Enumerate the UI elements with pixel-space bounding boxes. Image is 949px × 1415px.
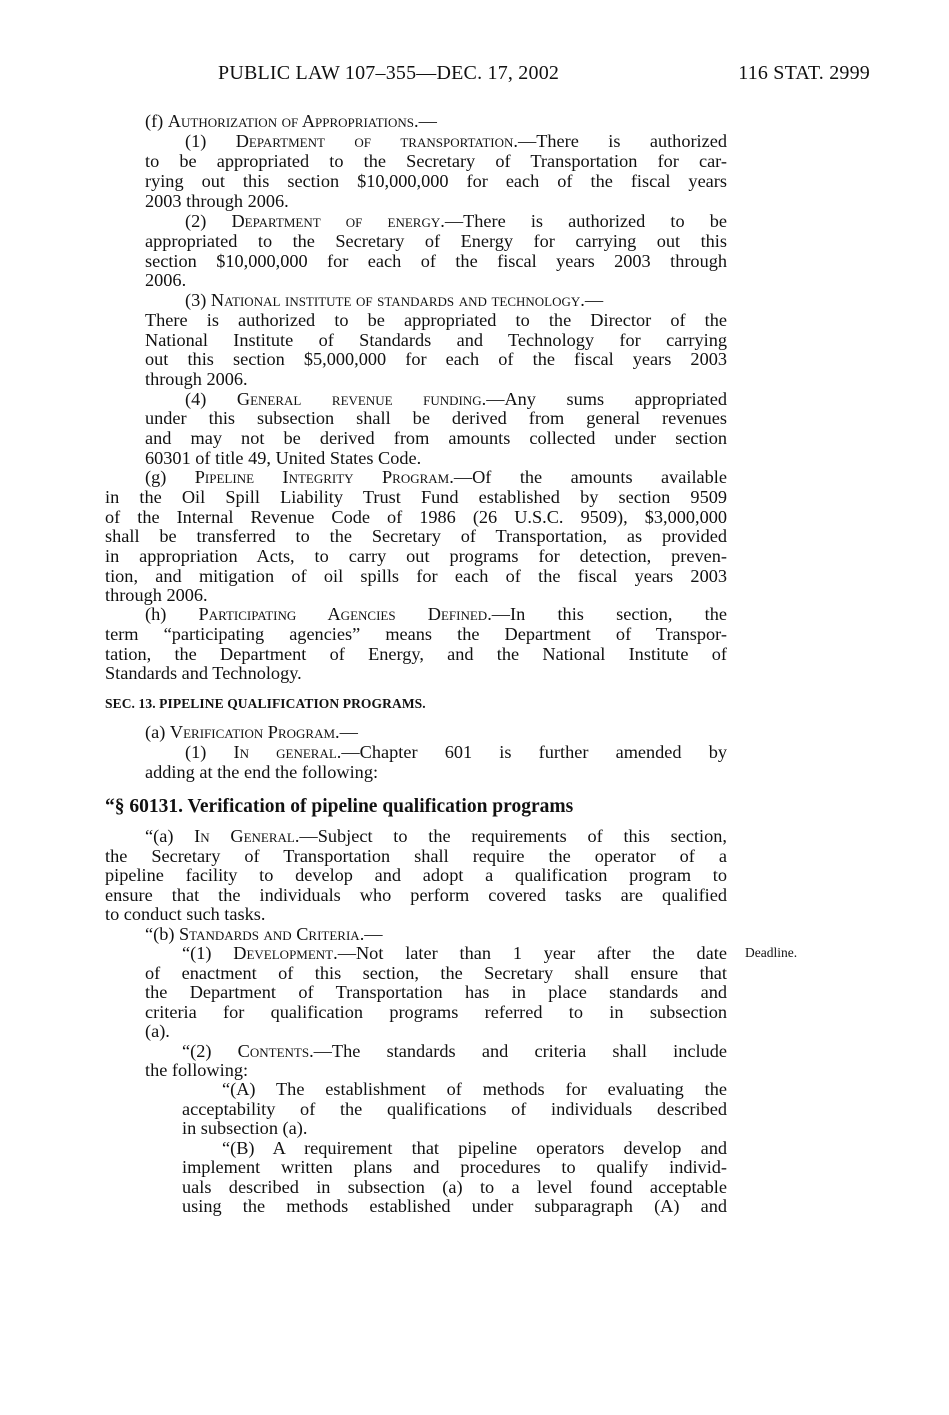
text-line: of the Internal Revenue Code of 1986 (26 U.S.C. 9509), $3,000,000 [105,507,727,527]
text-line: out this section $5,000,000 for each of the fiscal years 2003 [145,349,727,369]
text-line: term “participating agencies” means the Department of Transpor- [105,624,727,644]
text-line: the Secretary of Transportation shall require the operator of a [105,846,727,866]
text-line: through 2006. [145,369,248,389]
text-line: to conduct such tasks. [105,904,266,924]
text-line: tion, and mitigation of oil spills for each of the fiscal years 2003 [105,566,727,586]
text-line: 2006. [145,270,187,290]
text-line: and may not be derived from amounts collected under section [145,428,727,448]
text-line: ensure that the individuals who perform covered tasks are qualified [105,885,727,905]
section-title: SEC. 13. PIPELINE QUALIFICATION PROGRAMS. [105,696,426,711]
text-line: criteria for qualification programs referred to in subsection [145,1002,727,1022]
text-line: “(b) Standards and Criteria.— [145,924,383,944]
text-line: in appropriation Acts, to carry out programs for detection, preven- [105,546,727,566]
text-line: in subsection (a). [182,1118,308,1138]
text-line: in the Oil Spill Liability Trust Fund established by section 9509 [105,487,727,507]
text-line: 2003 through 2006. [145,191,289,211]
text-line: the following: [145,1060,249,1080]
text-line: section $10,000,000 for each of the fiscal years 2003 through [145,251,727,271]
section-heading: “§ 60131. Verification of pipeline qualification programs [105,796,574,817]
text-line: There is authorized to be appropriated to the Director of the [145,310,727,330]
text-line: of enactment of this section, the Secretary shall ensure that [145,963,727,983]
text-line: using the methods established under subparagraph (A) and [182,1196,727,1216]
text-line: appropriated to the Secretary of Energy for carrying out this [145,231,727,251]
text-line: (1) In general.—Chapter 601 is further amended by [185,742,728,762]
text-line: (h) Participating Agencies Defined.—In this section, the [145,604,727,624]
text-line: National Institute of Standards and Technology for carrying [145,330,727,350]
text-line: tation, the Department of Energy, and the National Institute of [105,644,727,664]
running-header-title: PUBLIC LAW 107–355—DEC. 17, 2002 [218,62,560,84]
text-line: (a) Verification Program.— [145,722,358,742]
text-line: (f) Authorization of Appropriations.— [145,111,437,131]
text-line: (a). [145,1021,170,1041]
text-line: (1) Department of transportation.—There is authorized [185,131,727,151]
text-line: uals described in subsection (a) to a level found acceptable [182,1177,727,1197]
text-line: pipeline facility to develop and adopt a qualification program to [105,865,727,885]
text-line: under this subsection shall be derived from general revenues [145,408,727,428]
text-line: shall be transferred to the Secretary of Transportation, as provided [105,526,727,546]
margin-note-deadline: Deadline. [745,945,798,960]
text-line: “(a) In General.—Subject to the requirements of this section, [145,826,727,846]
text-line: “(2) Contents.—The standards and criteria shall include [182,1041,727,1061]
text-line: “(1) Development.—Not later than 1 year after the date [182,943,727,963]
text-line: through 2006. [105,585,208,605]
text-line: 60301 of title 49, United States Code. [145,448,422,468]
text-line: implement written plans and procedures to qualify individ- [182,1157,727,1177]
text-line: rying out this section $10,000,000 for each of the fiscal years [145,171,727,191]
page-number: 116 STAT. 2999 [738,62,870,84]
text-line: adding at the end the following: [145,762,379,782]
text-line: (3) National institute of standards and technology.— [185,290,604,310]
text-line: (2) Department of energy.—There is authorized to be [185,211,727,231]
text-line: the Department of Transportation has in place standards and [145,982,727,1002]
text-line: to be appropriated to the Secretary of Transportation for car- [145,151,727,171]
text-line: “(A) The establishment of methods for evaluating the [222,1079,727,1099]
text-line: acceptability of the qualifications of individuals described [182,1099,727,1119]
text-line: Standards and Technology. [105,663,302,683]
text-line: (g) Pipeline Integrity Program.—Of the amounts available [145,467,727,487]
text-line: (4) General revenue funding.—Any sums appropriated [185,389,728,409]
text-line: “(B) A requirement that pipeline operators develop and [222,1138,727,1158]
